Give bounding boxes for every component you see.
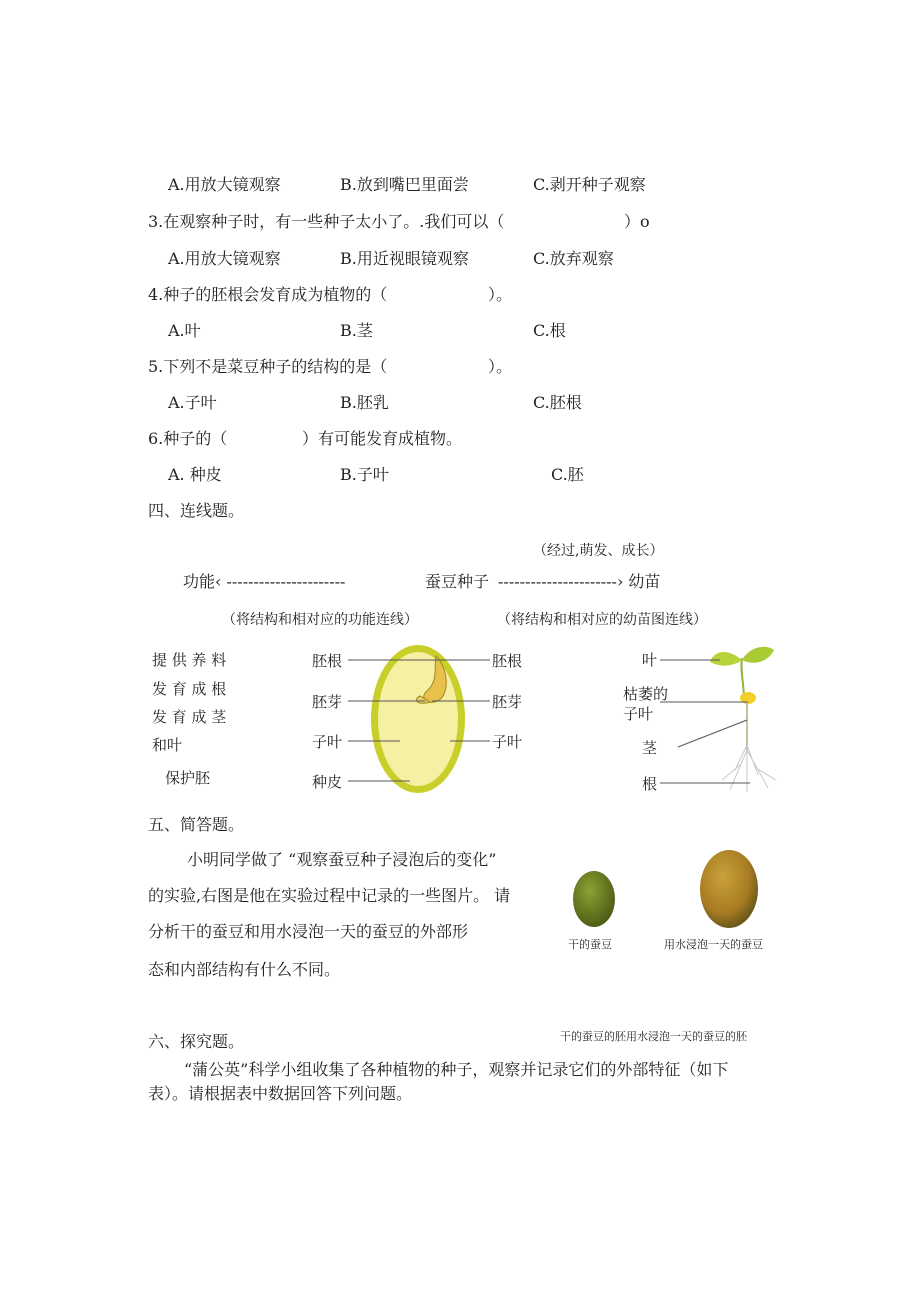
function-grow-stem: 发 育 成 茎 [152, 708, 227, 726]
label-radicle-left: 胚根 [312, 652, 343, 670]
caption-dry-bean: 干的蚕豆 [568, 938, 612, 951]
soaked-bean-image [698, 848, 760, 930]
q6-option-a: A. 种皮 [168, 465, 222, 484]
flow-right: ----------------------› 幼苗 [498, 572, 661, 591]
q3-option-c: C.放弃观察 [533, 249, 614, 268]
section5-line-3: 分析干的蚕豆和用水浸泡一天的蚕豆的外部形 [148, 922, 469, 941]
function-and-leaf: 和叶 [152, 736, 183, 754]
instruction-left: （将结构和相对应的功能连线） [222, 612, 418, 628]
q3-option-b: B.用近视眼镜观察 [340, 249, 469, 268]
label-seed-coat-left: 种皮 [312, 773, 343, 791]
q6-end: ）有可能发育成植物。 [302, 429, 463, 448]
label-plumule-right: 胚芽 [492, 693, 523, 711]
label-leaf: 叶 [642, 651, 658, 669]
section4-note: （经过,萌发、成长） [533, 543, 664, 559]
q5-option-c: C.胚根 [533, 393, 582, 412]
q5-end: ）。 [488, 357, 513, 376]
flow-left: 功能‹ ---------------------- [183, 572, 346, 591]
section5-line-4: 态和内部结构有什么不同。 [148, 960, 341, 979]
q5-option-b: B.胚乳 [340, 393, 389, 412]
q4-option-a: A.叶 [168, 321, 201, 340]
section6-line-2: 表）。请根据表中数据回答下列问题。 [148, 1084, 413, 1103]
q4-stem: 4.种子的胚根会发育成为植物的（ [148, 285, 388, 304]
q6-option-b: B.子叶 [340, 465, 389, 484]
q2-option-c: C.剥开种子观察 [533, 175, 646, 194]
label-withered-cotyledon: 子叶 [623, 705, 654, 723]
caption-bean-embryos: 干的蚕豆的胚用水浸泡一天的蚕豆的胚 [560, 1030, 747, 1043]
label-stem: 茎 [642, 739, 658, 757]
q2-option-a: A.用放大镜观察 [168, 175, 281, 194]
seedling-leaf-left [710, 652, 742, 666]
instruction-right: （将结构和相对应的幼苗图连线） [497, 612, 707, 628]
q6-stem: 6.种子的（ [148, 429, 228, 448]
cotyledon-shape [378, 652, 458, 786]
q5-stem: 5.下列不是菜豆种子的结构的是（ [148, 357, 388, 376]
function-protect-embryo: 保护胚 [165, 769, 211, 787]
label-cotyledon-left: 子叶 [312, 733, 343, 751]
section5-line-1: 小明同学做了 “观察蚕豆种子浸泡后的变化” [187, 850, 497, 869]
function-provide-nutrients: 提 供 养 料 [152, 651, 227, 669]
section5-line-2: 的实验,右图是他在实验过程中记录的一些图片。 请 [148, 886, 511, 905]
label-withered: 枯萎的 [623, 685, 669, 703]
seedling-leaf-right [742, 647, 774, 663]
q3-stem: 3.在观察种子时，有一些种子太小了。.我们可以（ [148, 212, 505, 231]
q2-option-b: B.放到嘴巴里面尝 [340, 175, 469, 194]
section5-title: 五、简答题。 [148, 815, 245, 834]
q3-option-a: A.用放大镜观察 [168, 249, 281, 268]
q6-option-c: C.胚 [551, 465, 584, 484]
label-plumule-left: 胚芽 [312, 693, 343, 711]
flow-seed: 蚕豆种子 [425, 572, 490, 591]
label-cotyledon-right: 子叶 [492, 733, 523, 751]
seedling-roots [722, 745, 776, 792]
label-root: 根 [642, 775, 658, 793]
section6-line-1: “蒲公英”科学小组收集了各种植物的种子，观察并记录它们的外部特征（如下 [184, 1060, 729, 1079]
q5-option-a: A.子叶 [168, 393, 217, 412]
dry-bean-image [570, 868, 618, 930]
function-grow-root: 发 育 成 根 [152, 680, 227, 698]
caption-soaked-bean: 用水浸泡一天的蚕豆 [664, 938, 763, 951]
q4-option-c: C.根 [533, 321, 566, 340]
section6-title: 六、探究题。 [148, 1032, 245, 1051]
label-radicle-right: 胚根 [492, 652, 523, 670]
section4-title: 四、连线题。 [148, 501, 245, 520]
q3-end: ）o [624, 212, 650, 231]
q4-option-b: B.茎 [340, 321, 373, 340]
q4-end: ）。 [488, 285, 513, 304]
